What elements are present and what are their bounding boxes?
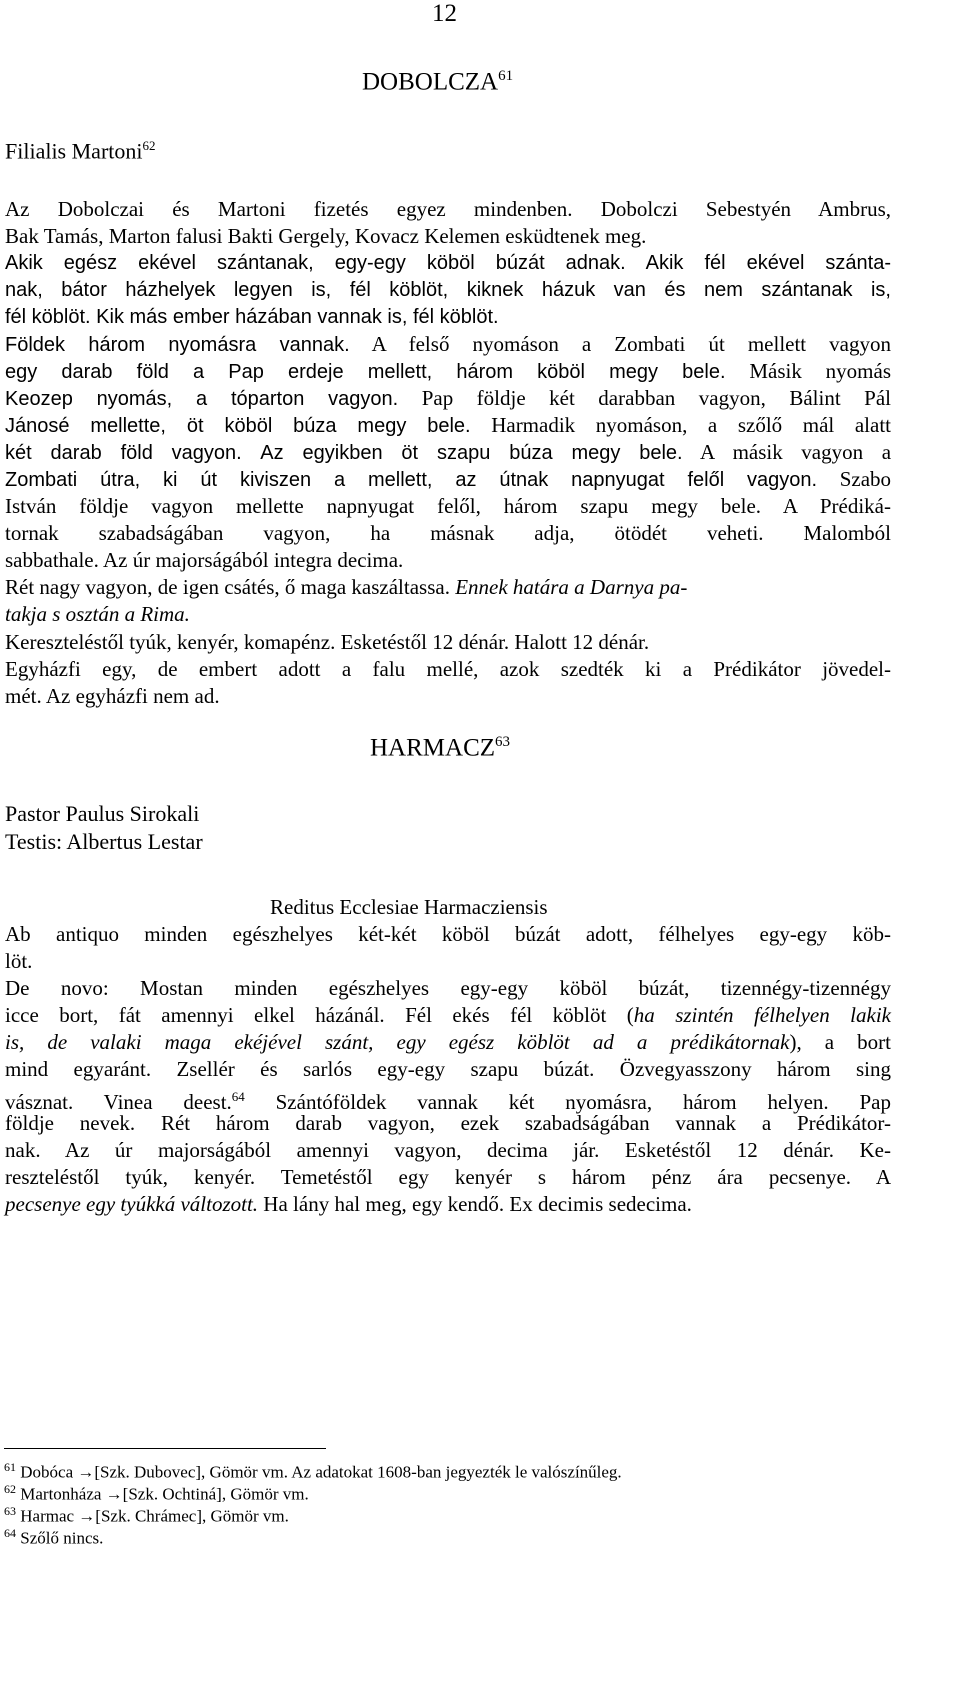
footnote-text: Martonháza →[Szk. Ochtiná], Gömör vm. xyxy=(20,1484,309,1504)
testis-line: Testis: Albertus Lestar xyxy=(5,829,203,854)
section-title-text: DOBOLCZA xyxy=(362,68,499,96)
footnote xyxy=(4,1526,103,1549)
italic-span: takja s osztán a Rima. xyxy=(5,602,190,626)
text-span: vásznat. Vinea deest. xyxy=(5,1090,232,1114)
text-line: reszteléstől tyúk, kenyér. Temetéstől egy kenyér s három pénz ára pecsenye. A xyxy=(5,1165,891,1189)
text-span: Pap földje két darabban vagyon, Bálint Pál xyxy=(421,386,891,410)
text-span: Jánosé mellette, öt köböl búza megy bele. xyxy=(5,415,471,437)
text-line: Az Dobolczai és Martoni fizetés egyez mindenben. Dobolczi Sebestyén Ambrus, xyxy=(5,197,891,221)
italic-span: is, de valaki maga ekéjével szánt, egy egész köblöt ad a prédikátornak xyxy=(5,1030,790,1054)
text-span: Szabo xyxy=(839,467,892,491)
text-line xyxy=(5,385,891,413)
text-line xyxy=(5,1002,891,1029)
text-span: Zombati útra, ki út kiviszen a mellett, az útnak napnyugat felől vagyon. xyxy=(5,469,818,491)
text-line: Egyházfi egy, de embert adott a falu mellé, azok szedték ki a Prédikátor jövedel- xyxy=(5,657,891,681)
text-line: István földje vagyon mellette napnyugat felől, három szapu megy bele. A Prédiká- xyxy=(5,494,891,518)
text-line xyxy=(5,1029,891,1056)
text-line: nak, bátor házhelyek legyen is, fél köblöt, kiknek házuk van és nem szántanak is, xyxy=(5,279,891,301)
footnote-ref: 63 xyxy=(495,734,511,750)
footnote-ref: 64 xyxy=(231,1089,245,1104)
text-line: De novo: Mostan minden egészhelyes egy-egy köböl búzát, tizennégy-tizennégy xyxy=(5,976,891,1000)
text-line: Ab antiquo minden egészhelyes két-két köböl búzát adott, félhelyes egy-egy köb- xyxy=(5,922,891,946)
text-line: Akik egész ekével szántanak, egy-egy köböl búzát adnak. Akik fél ekével szánta- xyxy=(5,252,891,274)
footnote xyxy=(4,1504,289,1527)
text-line: löt. xyxy=(5,949,33,973)
text-span: Másik nyomás xyxy=(749,359,891,383)
footnote xyxy=(4,1460,622,1483)
text-line: földje nevek. Rét három darab vagyon, ezek szabadságában vannak a Prédikátor- xyxy=(5,1111,891,1135)
text-line: fél köblöt. Kik más ember házában vannak is, fél köblöt. xyxy=(5,306,499,328)
text-line xyxy=(5,358,891,386)
page-number: 12 xyxy=(432,0,457,27)
text-line: nak. Az úr majorságából amennyi vagyon, decima jár. Esketéstől 12 dénár. Ke- xyxy=(5,1138,891,1162)
footnote-text: Dobóca →[Szk. Dubovec], Gömör vm. Az adatokat 1608-ban jegyezték le valószínűleg. xyxy=(20,1462,622,1482)
footnote-number: 63 xyxy=(4,1504,16,1518)
footnote-number: 61 xyxy=(4,1460,16,1474)
text-line xyxy=(5,331,891,359)
footnote-separator xyxy=(4,1448,326,1449)
text-span: A felső nyomáson a Zombati út mellett vagyon xyxy=(371,332,892,356)
text-line: mind egyaránt. Zsellér és sarlós egy-egy szapu búzát. Özvegyasszony három sing xyxy=(5,1057,891,1081)
text-span: Ha lány hal meg, egy kendő. Ex decimis sedecima. xyxy=(258,1192,692,1216)
italic-span: pecsenye egy tyúkká változott. xyxy=(5,1192,259,1216)
section-title-harmacz xyxy=(370,734,510,762)
footnote xyxy=(4,1482,309,1505)
text-line xyxy=(5,466,891,494)
text-span: Keozep nyomás, a tóparton vagyon. xyxy=(5,388,399,410)
text-span: A másik vagyon a xyxy=(700,440,892,464)
section-title-text: HARMACZ xyxy=(370,734,496,762)
subtitle-text: Filialis Martoni xyxy=(5,138,143,164)
text-span: Az egyikben öt szapu búza megy bele. xyxy=(260,442,683,464)
footnote-number: 62 xyxy=(4,1482,16,1496)
text-line xyxy=(5,601,190,628)
italic-span: ha szintén félhelyen lakik xyxy=(633,1003,891,1027)
footnote-ref: 62 xyxy=(142,138,156,153)
text-span: két darab föld vagyon. xyxy=(5,442,242,464)
text-line: sabbathale. Az úr majorságából integra decima. xyxy=(5,548,404,572)
pastor-line: Pastor Paulus Sirokali xyxy=(5,801,200,826)
text-span: ), a bort xyxy=(789,1030,891,1054)
text-line xyxy=(5,574,687,601)
section-subtitle xyxy=(5,132,156,164)
footnote-number: 64 xyxy=(4,1526,16,1540)
text-span: Rét nagy vagyon, de igen csátés, ő maga kaszáltassa. xyxy=(5,575,450,599)
text-span: egy darab föld a Pap erdeje mellett, három köböl megy bele. xyxy=(5,361,726,383)
text-span: Szántóföldek vannak két nyomásra, három helyen. Pap xyxy=(244,1090,891,1114)
text-span: Földek három nyomásra vannak. xyxy=(5,334,350,356)
text-line xyxy=(5,1191,692,1218)
text-line xyxy=(5,439,891,467)
italic-span: Ennek határa a Darnya pa- xyxy=(455,575,688,599)
text-span: Harmadik nyomáson, a szőlő mál alatt xyxy=(491,413,891,437)
text-line: tornak szabadságában vagyon, ha másnak adja, ötödét veheti. Malomból xyxy=(5,521,891,545)
text-line: Kereszteléstől tyúk, kenyér, komapénz. Esketéstől 12 dénár. Halott 12 dénár. xyxy=(5,630,650,654)
section-title-dobolcza xyxy=(362,68,513,96)
text-span: icce bort, fát amennyi elkel házánál. Fél ekés fél köblöt ( xyxy=(5,1003,634,1027)
footnote-text: Szőlő nincs. xyxy=(20,1528,104,1548)
footnote-text: Harmac →[Szk. Chrámec], Gömör vm. xyxy=(20,1506,289,1526)
text-line: mét. Az egyházfi nem ad. xyxy=(5,684,220,708)
subheading: Reditus Ecclesiae Harmacziensis xyxy=(270,895,548,919)
footnote-ref: 61 xyxy=(498,68,514,84)
text-line xyxy=(5,412,891,440)
text-line: Bak Tamás, Marton falusi Bakti Gergely, Kovacz Kelemen esküdtenek meg. xyxy=(5,224,647,248)
